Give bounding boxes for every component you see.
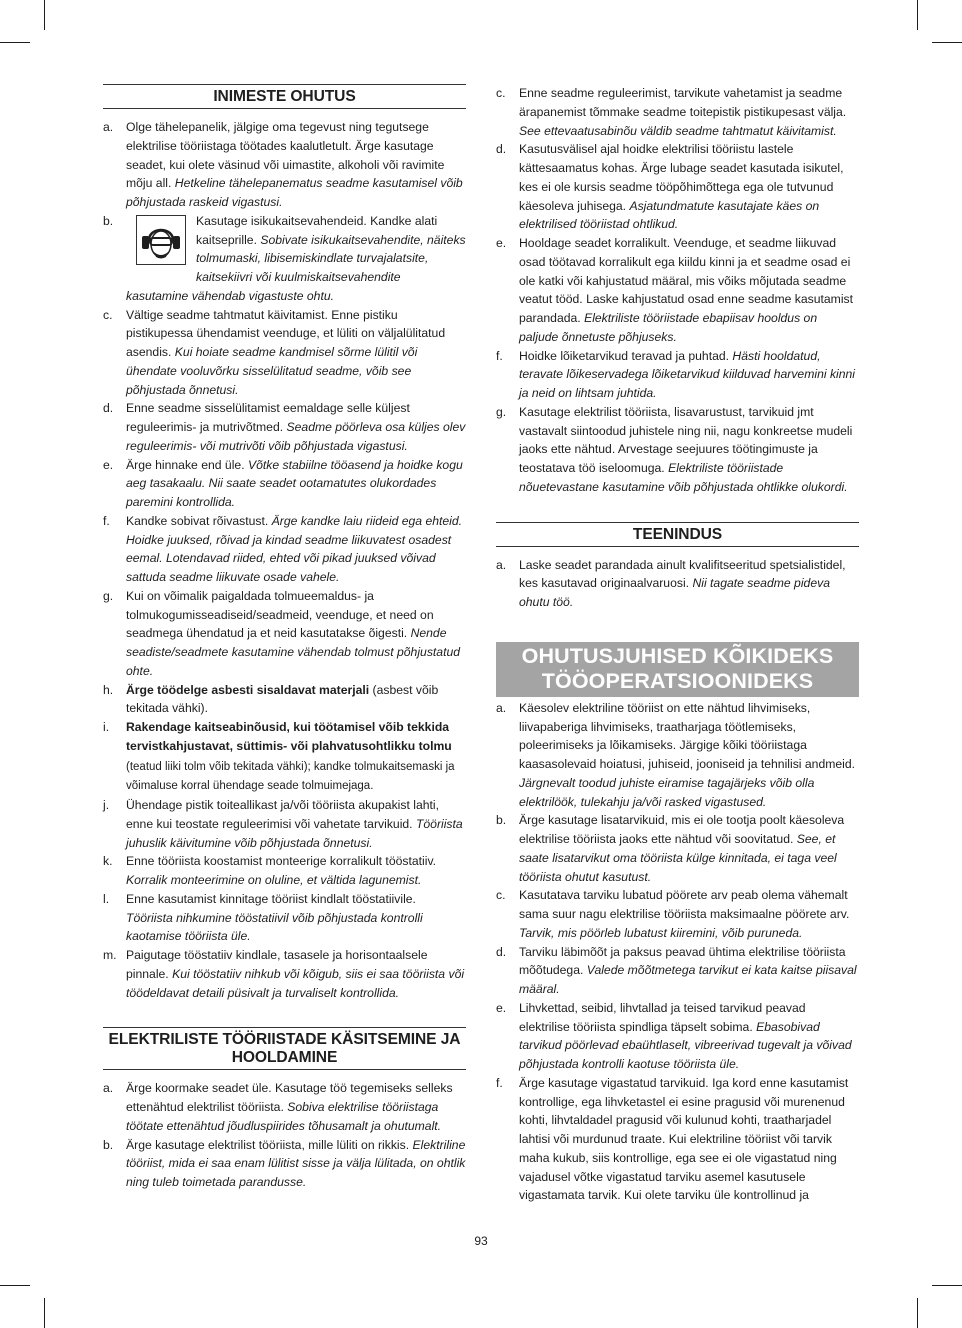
- list-item: e. Hooldage seadet korralikult. Veenduge, et seadme liikuvad osad töötavad korralikult ega kiildu kinni ja et seadme osad ei ole katki või kahjustatud määral, mis võiks mõjutada seadme veatut tööd. Laske kahjustatud osad enne seadme kasutamist parandada. Elektriliste tööriistade ebapiisav hooldus on paljude õnnetuste põhjuseks.: [496, 236, 854, 344]
- list-item: d. Kasutusvälisel ajal hoidke elektrilisi tööriistu lastele kättesaamatus kohas. Ärge lubage seadet kasutada isikutel, kes ei ole kursis seadme tööpõhimõttega ega ole tutvunud käesoleva juhisega. Asjatundmatute kasutajate käes on elektrilised tööriistad ohtlikud.: [496, 142, 844, 232]
- list-item: a. Olge tähelepanelik, jälgige oma tegevust ning tegutsege elektrilise tööriistaga töötades kaalutletult. Ärge kasutage seadet, kui olete väsinud või uimastite, alkoholi või ravimite mõju all. Hetkeline tähelepanematus seadme kasutamisel võib põhjustada raskeid vigastusi.: [103, 120, 463, 209]
- list-item: b. Kasutage isikukaitsevahendeid. Kandke alati kaitseprille. Sobivate isikukaitsevahendite, näiteks tolmumaski, libisemiskindlate turvajalatsite, kaitsekiivri või kuulmiskaitsevahendite kasutamine vähendab vigastuste ohtu.: [103, 213, 466, 303]
- list-item: a. Laske seadet parandada ainult kvalifitseeritud spetsialistidel, kes kasutavad originaalvaruosi. Nii tagate seadme pideva ohutu töö.: [496, 557, 846, 609]
- spacer: [496, 497, 859, 522]
- list-item: j. Ühendage pistik toiteallikast ja/või tööriista akupakist lahti, enne kui teostate reguleerimisi või vahetate tarvikuid. Tööriista juhuslik käivitumine võib põhjustada õnnetusi.: [103, 798, 463, 850]
- list-item: c. Enne seadme reguleerimist, tarvikute vahetamist ja seadme ärapanemist tõmmake seadme toitepistik pistikupesast välja. See ettevaatusabinõu väldib seadme tahtmatut käivitamist.: [496, 86, 847, 138]
- crop-mark: [44, 1298, 45, 1328]
- page-number: 93: [474, 1234, 488, 1248]
- list-item: f. Kandke sobivat rõivastust. Ärge kandke laiu riideid ega ehteid. Hoidke juuksed, rõivad ja kindad seadme liikuvatest osadest eemal. Lotendavad riided, ehted või pikad juuksed võivad sattuda seadme liikuvate osade vahele.: [103, 513, 463, 584]
- list-item: f. Hoidke lõiketarvikud teravad ja puhtad. Hästi hooldatud, teravate lõikeservadega lõiketarvikud kiilduvad harvemini kinni ja neid on lihtsam juhtida.: [496, 348, 856, 400]
- crop-mark: [932, 1285, 962, 1286]
- list-item: m. Paigutage tööstatiiv kindlale, tasasele ja horisontaalsele pinnale. Kui tööstatiiv nihkub või kõigub, siis ei saa tööriista või töödeldavat detaili püsivalt ja turvaliselt kontrollida.: [103, 948, 465, 1000]
- list-item: g. Kui on võimalik paigaldada tolmueemaldus- ja tolmukogumisseadiseid/seadmeid, veenduge, et need on seadmega ühendatud ja et neid kasutatakse õigesti. Nende seadiste/seadmete kasutamine vähendab tolmust põhjustatud ohte.: [103, 588, 461, 678]
- list-item: a. Käesolev elektriline tööriist on ette nähtud lihvimiseks, liivapaberiga lihvimiseks, traatharjaga töötlemiseks, poleerimiseks ja lõikamiseks. Järgige kõiki tööriistaga kaasasolevaid hoiatusi, juhiseid, jooniseid ja tehnilisi andmeid. Järgnevalt toodud juhiste eiramise tagajärjeks võib olla elektrilöök, tulekahju ja/või rasked vigastused.: [496, 700, 856, 809]
- list-item: a. Ärge koormake seadet üle. Kasutage töö tegemiseks selleks ettenähtud elektrilist tööriista. Sobiva elektrilise tööriistaga töötate ettenähtud jõudluspiirides tõhusamalt ja ohutumalt.: [103, 1081, 453, 1133]
- right-column: [496, 84, 859, 1205]
- list-item: b. Ärge kasutage elektrilist tööriista, mille lüliti on rikkis. Elektriline tööriist, mida ei saa enam lülitist sisse ja välja lülitada, on ohtlik ning tuleb toimetada parandusse.: [103, 1137, 466, 1189]
- list-item: c. Kasutatava tarviku lubatud pöörete arv peab olema vähemalt sama suur nagu elektrilise tööriista maksimaalne pöörete arv. Tarvik, mis pöörleb lubatust kiiremini, võib puruneda.: [496, 888, 850, 940]
- list-item: k. Enne tööriista koostamist monteerige korralikult tööstatiiv. Korralik monteerimine on oluline, et vältida lagunemist.: [103, 854, 437, 887]
- tool-use-list: [103, 1079, 466, 1192]
- safety-gear-icon: [136, 215, 186, 265]
- list-item: l. Enne kasutamist kinnitage tööriist kindlalt tööstatiivile. Tööriista nihkumine tööstatiivil võib põhjustada kontrolli kaotamise tööriista üle.: [103, 891, 423, 944]
- section-heading-service: TEENINDUS: [496, 522, 859, 547]
- crop-mark: [932, 42, 962, 43]
- list-item: i. Rakendage kaitseabinõusid, kui töötamisel võib tekkida tervistkahjustavat, süttimis- või plahvatusohtlikku tolmu (teatud liiki tolm võib tekitada vähki); kandke tolmukaitsemaski ja võimaluse korral ühendage seade tolmuimejaga.: [103, 720, 455, 793]
- list-item: g. Kasutage elektrilist tööriista, lisavarustust, tarvikuid jmt vastavalt siintoodud juhistele ning nii, nagu konkreetse mudeli jaoks ette nähtud. Arvestage seejuures töötingimuste ja teostatava töö iseloomuga. Elektriliste tööriistade nõuetevastane kasutamine võib põhjustada ohtlikke olukordi.: [496, 404, 853, 494]
- list-item: d. Tarviku läbimõõt ja paksus peavad ühtima elektrilise tööriista mõõtudega. Valede mõõtmetega tarvikut ei kata kaitse piisaval määral.: [496, 944, 857, 996]
- section-heading-personal-safety: INIMESTE OHUTUS: [103, 84, 466, 109]
- crop-mark: [917, 1298, 918, 1328]
- section-heading-all-operations: OHUTUSJUHISED KÕIKIDEKS TÖÖOPERATSIOONIDEKS: [496, 642, 859, 697]
- crop-mark: [917, 0, 918, 30]
- list-item: d. Enne seadme sisselülitamist eemaldage selle küljest reguleerimis- ja mutrivõtmed. Seadme pöörleva osa küljes olev reguleerimis- või mutrivõti võib põhjustada vigastusi.: [103, 401, 466, 453]
- list-item: e. Lihvkettad, seibid, lihvtallad ja teised tarvikud peavad elektrilise tööriista spindliga täpselt sobima. Ebasobivad tarvikud pöörlevad ebaühtlaselt, vibreerivad tugevalt ja võivad põhjustada kontrolli kaotuse tööriista üle.: [496, 1000, 852, 1071]
- list-item: c. Vältige seadme tahtmatut käivitamist. Enne pistiku pistikupessa ühendamist veenduge, et lüliti on väljalülitatud asendis. Kui hoiate seadme kandmisel sõrme lülitil või ühendate vooluvõrku sisselülitatud seadme, võib see põhjustada õnnetusi.: [103, 307, 446, 397]
- spacer: [496, 612, 859, 642]
- list-item: f. Ärge kasutage vigastatud tarvikuid. Iga kord enne kasutamist kontrollige, ega lihvketastel ei esine pragusid või murenenud kohti, lihvtaldadel pragusid või kulunud kohti, traatharjadel lahtisi või murdunud traate. Kui elektriline tööriist või tarvik maha kukub, siis kontrollige, ega see ei ole vigastatud ning vajadusel võtke vigastatud tarviku asemel kasutusele vigastamata tarvik. Kui olete tarviku üle kontrollinud ja: [496, 1075, 849, 1203]
- crop-mark: [44, 0, 45, 30]
- list-item: e. Ärge hinnake end üle. Võtke stabiilne tööasend ja hoidke kogu aeg tasakaalu. Nii saate seadet ootamatutes olukordades paremini kontrollida.: [103, 457, 463, 509]
- section-heading-tool-use-and-care: ELEKTRILISTE TÖÖRIISTADE KÄSITSEMINE JA HOOLDAMINE: [103, 1027, 466, 1070]
- crop-mark: [0, 42, 30, 43]
- list-item: b. Ärge kasutage lisatarvikuid, mis ei ole tootja poolt käesoleva elektrilise tööriista jaoks ette nähtud või soovitatud. See, et saate lisatarvikut oma tööriista külge kinnitada, ei taga veel tööriista ohutut kasutust.: [496, 813, 845, 884]
- tool-use-list-continued: [496, 84, 859, 497]
- crop-mark: [0, 1285, 30, 1286]
- left-column: [103, 84, 466, 1192]
- personal-safety-list: [103, 118, 466, 1002]
- spacer: [103, 1002, 466, 1027]
- service-list: [496, 556, 859, 612]
- all-operations-list: [496, 699, 859, 1205]
- list-item: h. Ärge töödelge asbesti sisaldavat materjali (asbest võib tekitada vähki).: [103, 682, 439, 716]
